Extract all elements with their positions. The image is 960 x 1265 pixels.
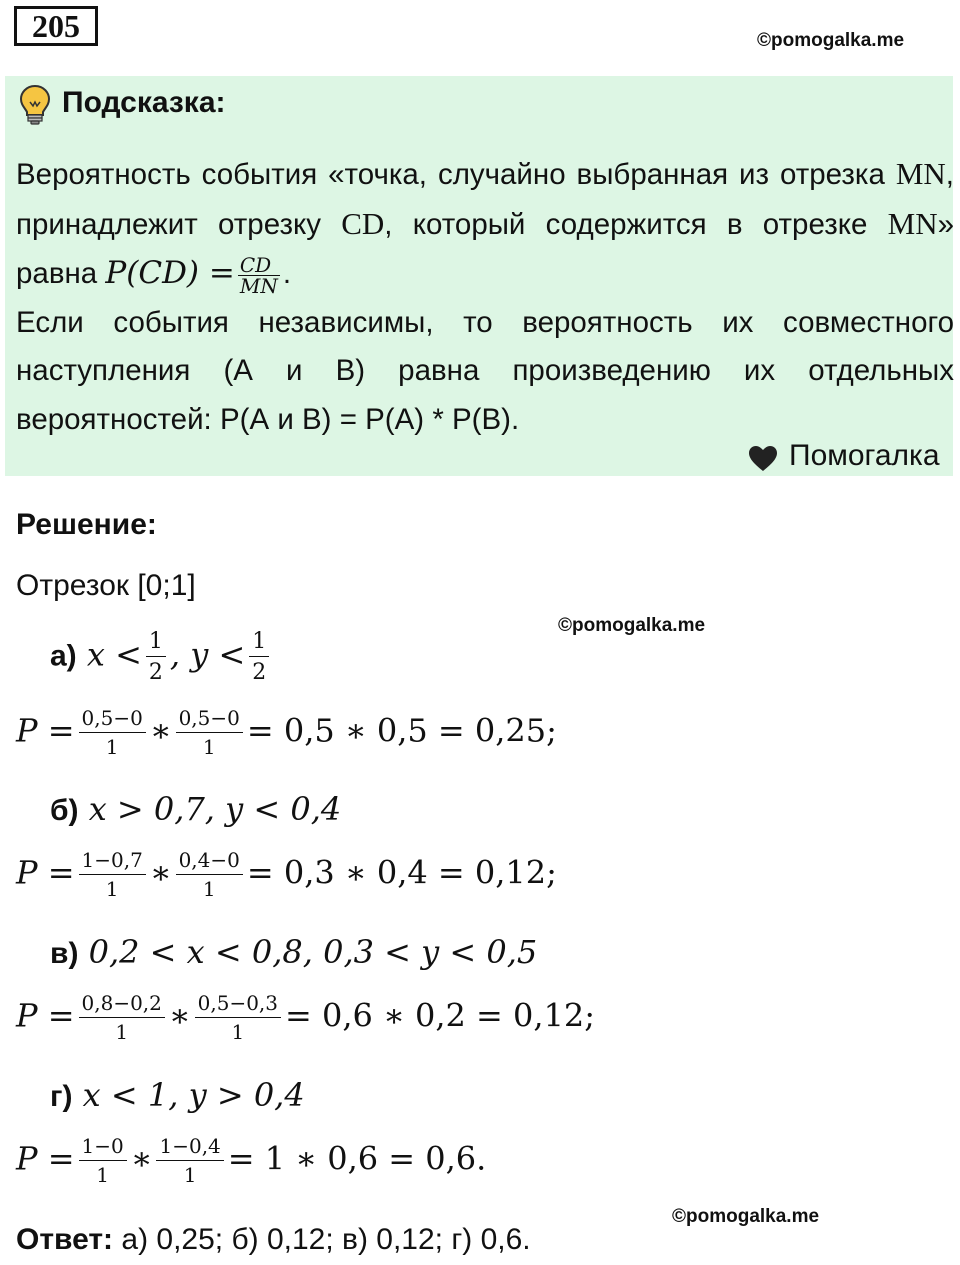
answer-label: Ответ: bbox=[16, 1223, 114, 1256]
part-a-fraction-2: $\frac{0,5-0}{1}$ bbox=[176, 708, 243, 758]
half-fraction-2: $\frac{1}{2}$ bbox=[249, 630, 269, 684]
lightbulb-icon bbox=[18, 84, 52, 126]
part-g-fraction-1: $\frac{1-0}{1}$ bbox=[79, 1136, 127, 1186]
watermark-bottom: ©pomogalka.me bbox=[672, 1206, 820, 1227]
part-b-fraction-1: $\frac{1-0,7}{1}$ bbox=[79, 850, 146, 900]
part-v-formula: P = $\frac{0,8-0,2}{1}$ ∗ $\frac{0,5-0,3}{1}$ = 0,6 ∗ 0,2 = 0,12; bbox=[16, 991, 596, 1044]
hint-formula-lhs: P(CD) = bbox=[105, 255, 235, 291]
part-v-condition: в) 0,2 < x < 0,8, 0,3 < y < 0,5 bbox=[50, 933, 538, 971]
part-g-formula: P = $\frac{1-0}{1}$ ∗ $\frac{1-0,4}{1}$ = 1 ∗ 0,6 = 0,6. bbox=[16, 1134, 487, 1187]
part-b-condition: б) x > 0,7, y < 0,4 bbox=[50, 790, 342, 828]
hint-paragraph-1: Вероятность события «точка, случайно выбранная из отрезка MN, принадлежит отрезку CD, который содержится в отрезке MN» равна P(CD) = $\frac{CD}{MN}$ . bbox=[16, 156, 955, 298]
part-g-fraction-2: $\frac{1-0,4}{1}$ bbox=[156, 1136, 223, 1186]
answer-text: а) 0,25; б) 0,12; в) 0,12; г) 0,6. bbox=[113, 1223, 531, 1256]
segment-line: Отрезок [0;1] bbox=[16, 569, 196, 602]
part-b-formula: P = $\frac{1-0,7}{1}$ ∗ $\frac{0,4-0}{1}$ = 0,3 ∗ 0,4 = 0,12; bbox=[16, 848, 557, 901]
task-number: 205 bbox=[14, 6, 98, 46]
hint-paragraph-2: Если события независимы, то вероятность их совместного наступления (А и В) равна произведению их отдельных вероятностей: Р(А и В) = Р(А) * Р(В). bbox=[16, 305, 954, 436]
part-v-fraction-2: $\frac{0,5-0,3}{1}$ bbox=[195, 993, 281, 1043]
hint-formula-fraction: $\frac{CD}{MN}$ bbox=[239, 252, 278, 298]
hint-text bbox=[16, 150, 954, 444]
hint-title: Подсказка: bbox=[62, 86, 226, 119]
hint-signature: Помогалка bbox=[789, 439, 940, 472]
solution-title: Решение: bbox=[16, 508, 157, 541]
part-a-formula: P = $\frac{0,5-0}{1}$ ∗ $\frac{0,5-0}{1}$ = 0,5 ∗ 0,5 = 0,25; bbox=[16, 706, 557, 759]
part-g-condition: г) x < 1, y > 0,4 bbox=[50, 1076, 305, 1114]
part-a-condition: а) x < $\frac{1}{2}$ , y < $\frac{1}{2}$ bbox=[50, 630, 273, 684]
part-v-fraction-1: $\frac{0,8-0,2}{1}$ bbox=[79, 993, 165, 1043]
watermark-top: ©pomogalka.me bbox=[757, 30, 905, 51]
part-b-fraction-2: $\frac{0,4-0}{1}$ bbox=[176, 850, 243, 900]
half-fraction-1: $\frac{1}{2}$ bbox=[146, 630, 166, 684]
watermark-middle: ©pomogalka.me bbox=[558, 615, 706, 636]
heart-icon bbox=[748, 445, 778, 473]
answer-line bbox=[16, 1223, 531, 1257]
part-a-fraction-1: $\frac{0,5-0}{1}$ bbox=[79, 708, 146, 758]
